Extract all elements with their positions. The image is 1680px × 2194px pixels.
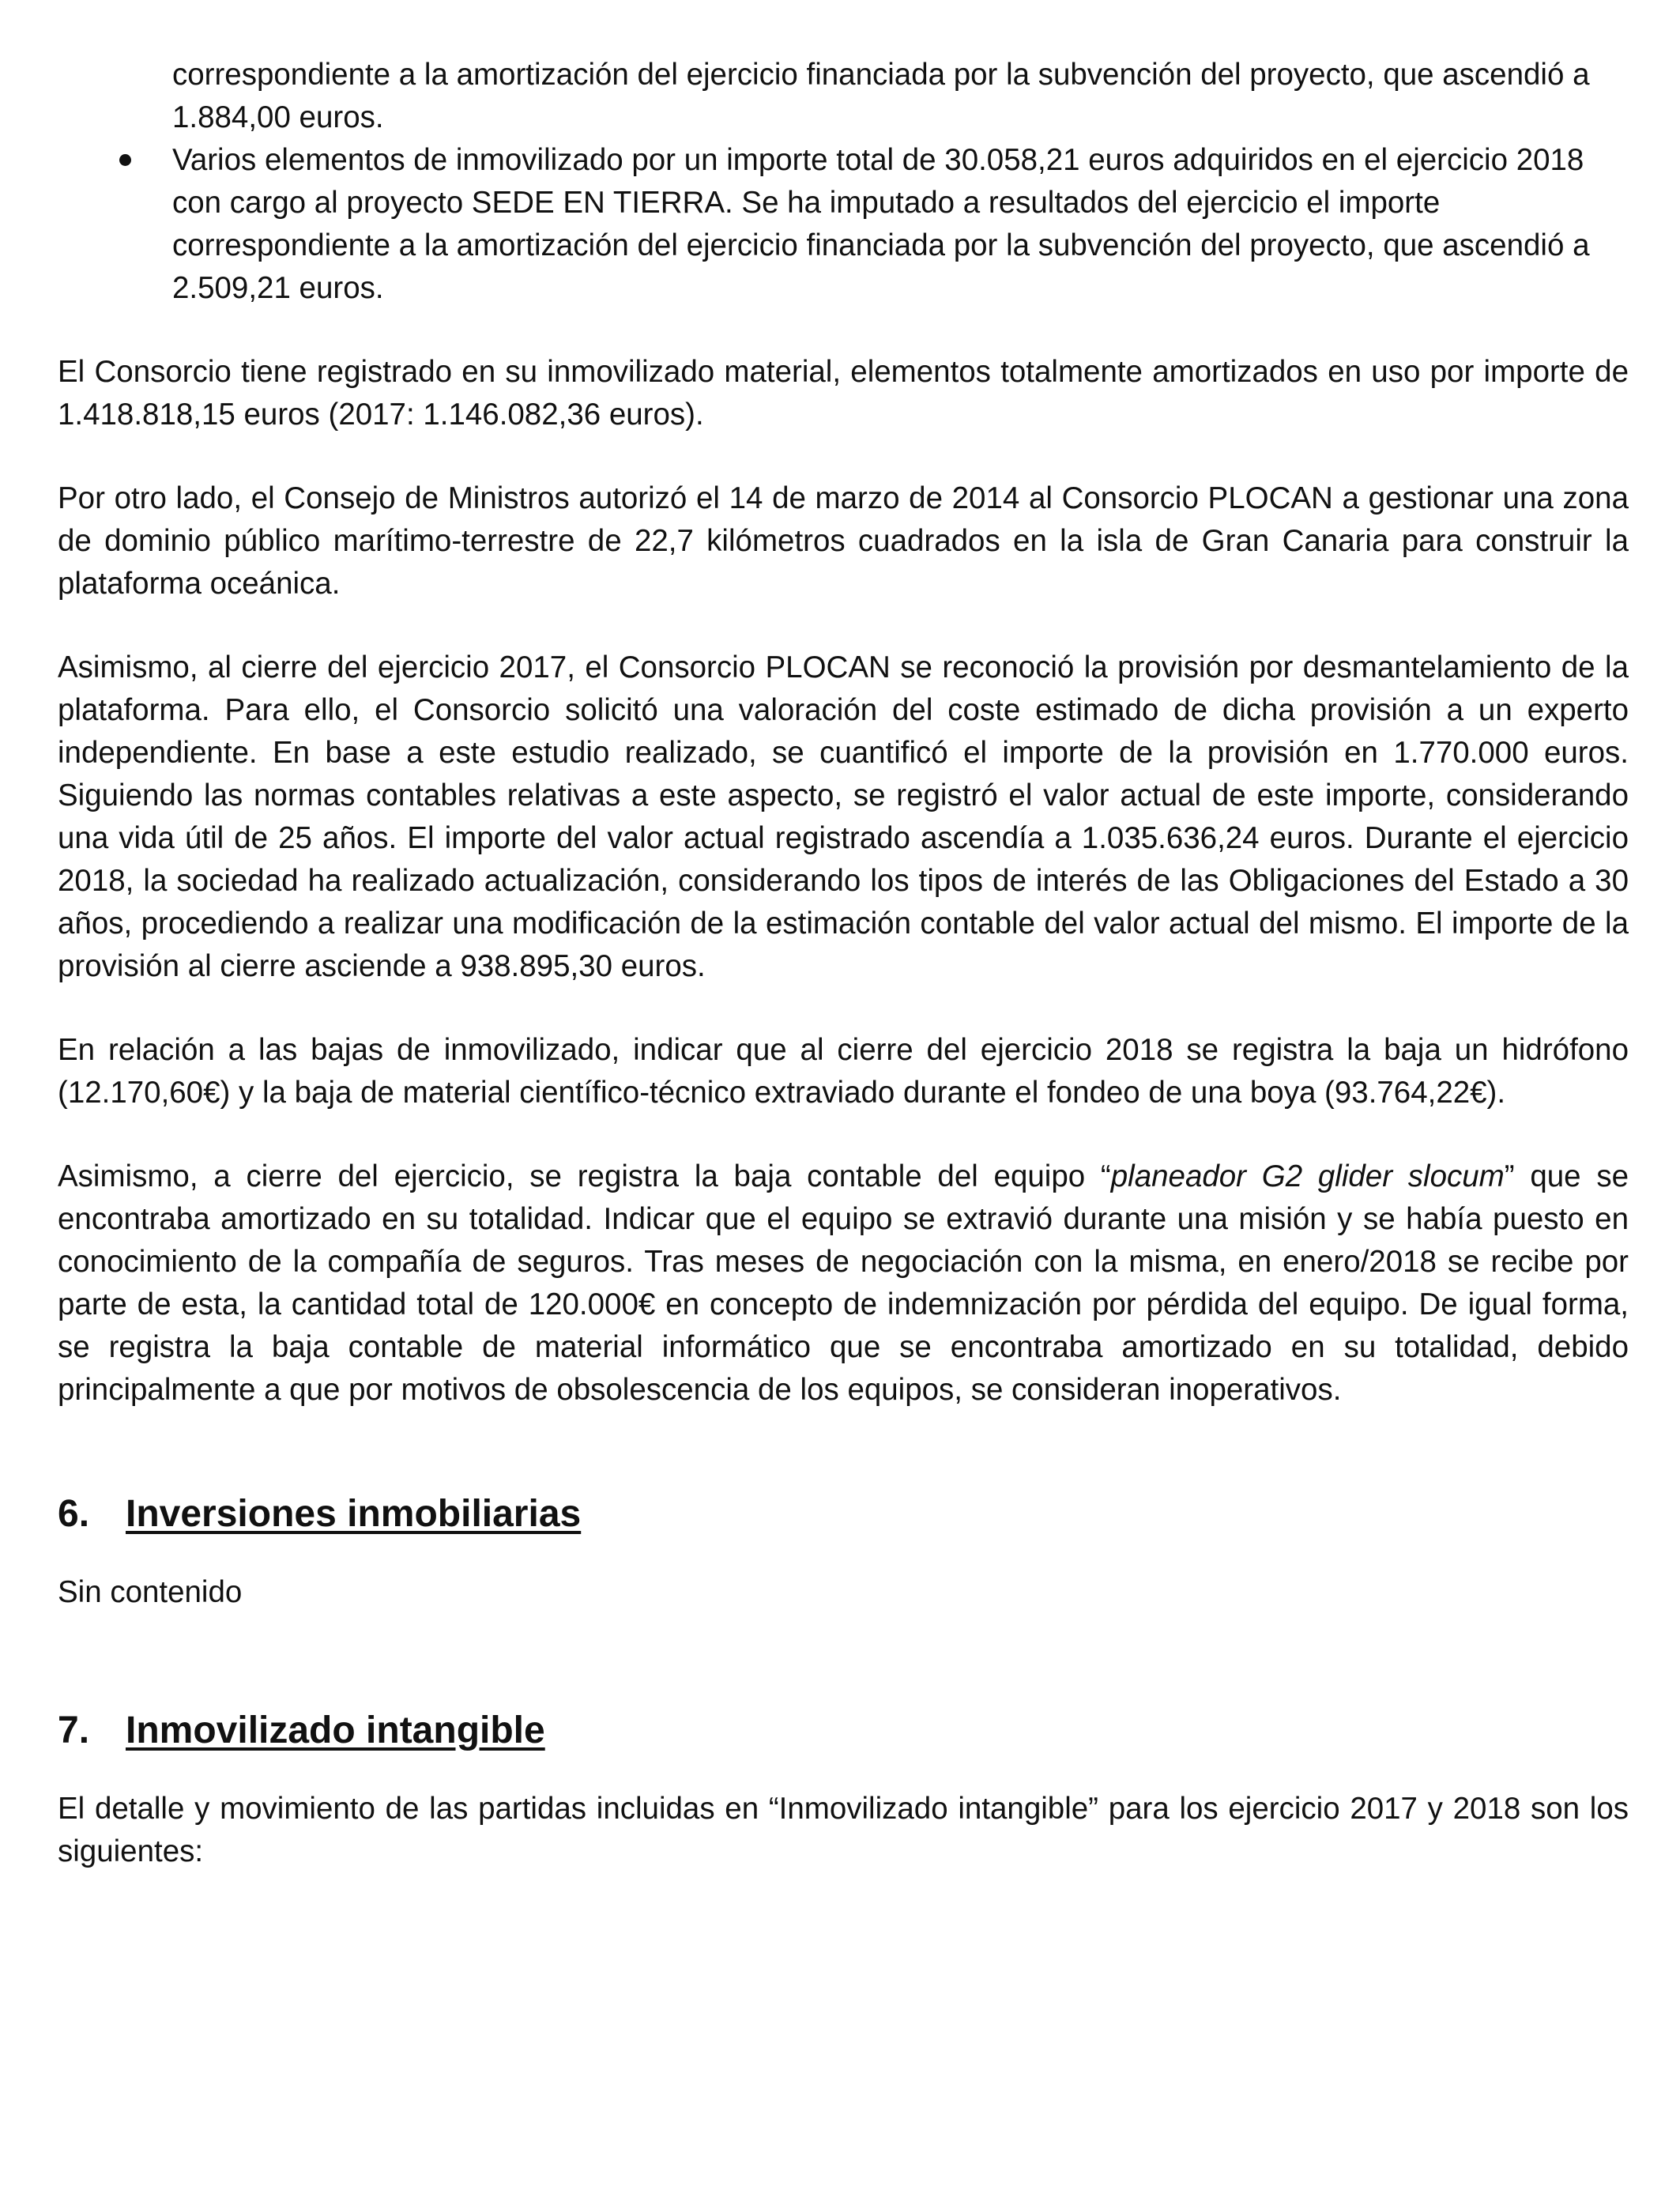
section-number: 7. [58, 1710, 90, 1751]
bullet-icon [119, 154, 131, 166]
document-page [58, 54, 1629, 1873]
section-title: Inmovilizado intangible [126, 1710, 545, 1751]
list-item-text: correspondiente a la amortización del ejercicio financiada por la subvención del proyecto, que ascendió a 1.884,00 euros. [172, 58, 1590, 134]
list-item [58, 139, 1629, 310]
section-number: 6. [58, 1493, 90, 1535]
paragraph-text: Asimismo, a cierre del ejercicio, se registra la baja contable del equipo “ [58, 1159, 1111, 1193]
paragraph-glider-disposal [58, 1155, 1629, 1412]
paragraph-dismantling-provision: Asimismo, al cierre del ejercicio 2017, el Consorcio PLOCAN se reconoció la provisión por desmantelamiento de la plataforma. Para ello, el Consorcio solicitó una valoración del coste estimado de dicha provisión a un experto independiente. En base a este estudio realizado, se cuantificó el importe de la provisión en 1.770.000 euros. Siguiendo las normas contables relativas a este aspecto, se registró el valor actual de este importe, considerando una vida útil de 25 años. El importe del valor actual registrado ascendía a 1.035.636,24 euros. Durante el ejercicio 2018, la sociedad ha realizado actualización, considerando los tipos de interés de las Obligaciones del Estado a 30 años, procediendo a realizar una modificación de la estimación contable del valor actual del mismo. El importe de la provisión al cierre asciende a 938.895,30 euros. [58, 650, 1629, 983]
section-title: Inversiones inmobiliarias [126, 1493, 582, 1535]
list-item-continuation [58, 54, 1629, 139]
list-item-text: Varios elementos de inmovilizado por un importe total de 30.058,21 euros adquiridos en el ejercicio 2018 con cargo al proyecto SEDE EN TIERRA. Se ha imputado a resultados del ejercicio el importe correspondiente a la amortización del ejercicio financiada por la subvención del proyecto, que ascendió a 2.509,21 euros. [172, 143, 1590, 305]
section-6-body: Sin contenido [58, 1575, 243, 1609]
section-heading-6 [58, 1491, 1629, 1538]
equipment-name: planeador G2 glider slocum [1110, 1159, 1505, 1193]
section-heading-7 [58, 1707, 1629, 1755]
paragraph-public-domain: Por otro lado, el Consejo de Ministros autorizó el 14 de marzo de 2014 al Consorcio PLOCAN a gestionar una zona de dominio público marítimo-terrestre de 22,7 kilómetros cuadrados en la isla de Gran Canaria para construir la plataforma oceánica. [58, 481, 1629, 601]
paragraph-disposals: En relación a las bajas de inmovilizado, indicar que al cierre del ejercicio 2018 se registra la baja un hidrófono (12.170,60€) y la baja de material científico-técnico extraviado durante el fondeo de una boya (93.764,22€). [58, 1033, 1629, 1110]
section-7-body: El detalle y movimiento de las partidas incluidas en “Inmovilizado intangible” para los ejercicio 2017 y 2018 son los siguientes: [58, 1792, 1629, 1868]
bullet-list [58, 54, 1629, 310]
paragraph-text: ” que se encontraba amortizado en su totalidad. Indicar que el equipo se extravió durante una misión y se había puesto en conocimiento de la compañía de seguros. Tras meses de negociación con la misma, en enero/2018 se recibe por parte de esta, la cantidad total de 120.000€ en concepto de indemnización por pérdida del equipo. De igual forma, se registra la baja contable de material informático que se encontraba amortizado en su totalidad, debido principalmente a que por motivos de obsolescencia de los equipos, se consideran inoperativos. [58, 1159, 1629, 1407]
paragraph-amortized-elements: El Consorcio tiene registrado en su inmovilizado material, elementos totalmente amortizados en uso por importe de 1.418.818,15 euros (2017: 1.146.082,36 euros). [58, 355, 1629, 432]
